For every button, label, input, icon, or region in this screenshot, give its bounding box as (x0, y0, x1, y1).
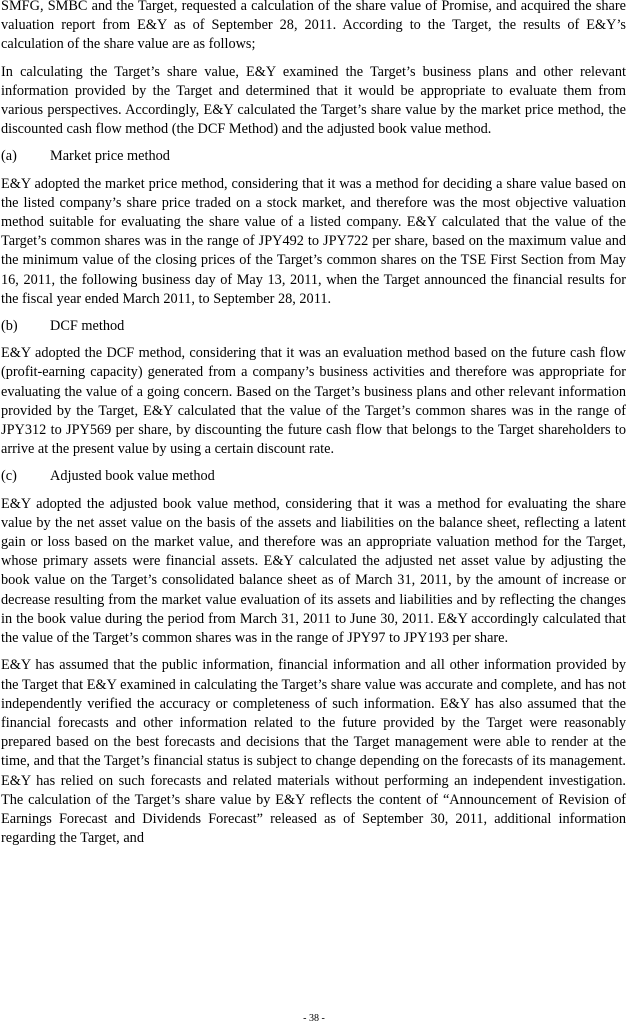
section-title: Market price method (50, 148, 170, 165)
paragraph: E&Y adopted the adjusted book value method, considering that it was a method for evaluating the share value by the net asset value on the basis of the assets and liabilities on the balance sheet, reflecting a latent gain or loss based on the market value, and therefore was an appropriate valuation method for the Target, whose primary assets were financial assets. E&Y calculated the adjusted net asset value by adjusting the book value on the Target’s consolidated balance sheet as of March 31, 2011, by the amount of increase or decrease resulting from the market value evaluation of its assets and liabilities and by reflecting the changes in the book value during the period from March 31, 2011 to June 30, 2011. E&Y accordingly calculated that the value of the Target’s common shares was in the range of JPY97 to JPY193 per share. (1, 495, 626, 647)
section-heading-a (1, 147, 626, 166)
page-number: - 38 - (303, 1013, 325, 1024)
paragraph: E&Y adopted the market price method, considering that it was a method for deciding a share value based on the listed company’s share price traded on a stock market, and therefore was the most objective valuation method suitable for evaluating the share value of a listed company. E&Y calculated that the value of the Target’s common shares was in the range of JPY492 to JPY722 per share, based on the maximum value and the minimum value of the closing prices of the Target’s common shares on the TSE First Section from May 16, 2011, the following business day of May 13, 2011, when the Target announced the financial results for the fiscal year ended March 2011, to September 28, 2011. (1, 175, 626, 307)
section-number: (a) (1, 148, 17, 165)
section-number: (c) (1, 468, 17, 485)
paragraph: E&Y adopted the DCF method, considering that it was an evaluation method based on the future cash flow (profit-earning capacity) generated from a company’s business activities and therefore was appropriate for evaluating the value of a going concern. Based on the Target’s business plans and other relevant information provided by the Target, E&Y calculated that the value of the Target’s common shares was in the range of JPY312 to JPY569 per share, by discounting the future cash flow that belongs to the Target shareholders to arrive at the present value by using a certain discount rate. (1, 345, 626, 458)
paragraph: In calculating the Target’s share value, E&Y examined the Target’s business plans and other relevant information provided by the Target and determined that it would be appropriate to evaluate them from various perspectives. Accordingly, E&Y calculated the Target’s share value by the market price method, the discounted cash flow method (the DCF Method) and the adjusted book value method. (1, 63, 626, 138)
section-heading-b (1, 317, 626, 336)
paragraph: SMFG, SMBC and the Target, requested a calculation of the share value of Promise, and acquired the share valuation report from E&Y as of September 28, 2011. According to the Target, the results of E&Y’s calculation of the share value are as follows; (1, 0, 626, 53)
section-title: Adjusted book value method (50, 468, 215, 485)
document-body (1, 0, 626, 856)
paragraph: E&Y has assumed that the public information, financial information and all other information provided by the Target that E&Y examined in calculating the Target’s share value was accurate and complete, and has not independently verified the accuracy or completeness of such information. E&Y has also assumed that the financial forecasts and other information related to the future provided by the Target were reasonably prepared based on the best forecasts and decisions that the Target management were able to render at the time, and that the Target’s financial status is subject to change depending on the forecasts of its management. E&Y has relied on such forecasts and related materials without performing an independent investigation. The calculation of the Target’s share value by E&Y reflects the content of “Announcement of Revision of Earnings Forecast and Dividends Forecast” released as of September 30, 2011, additional information regarding the Target, and (1, 657, 626, 847)
section-heading-c (1, 467, 626, 486)
section-number: (b) (1, 318, 18, 335)
section-title: DCF method (50, 318, 125, 335)
